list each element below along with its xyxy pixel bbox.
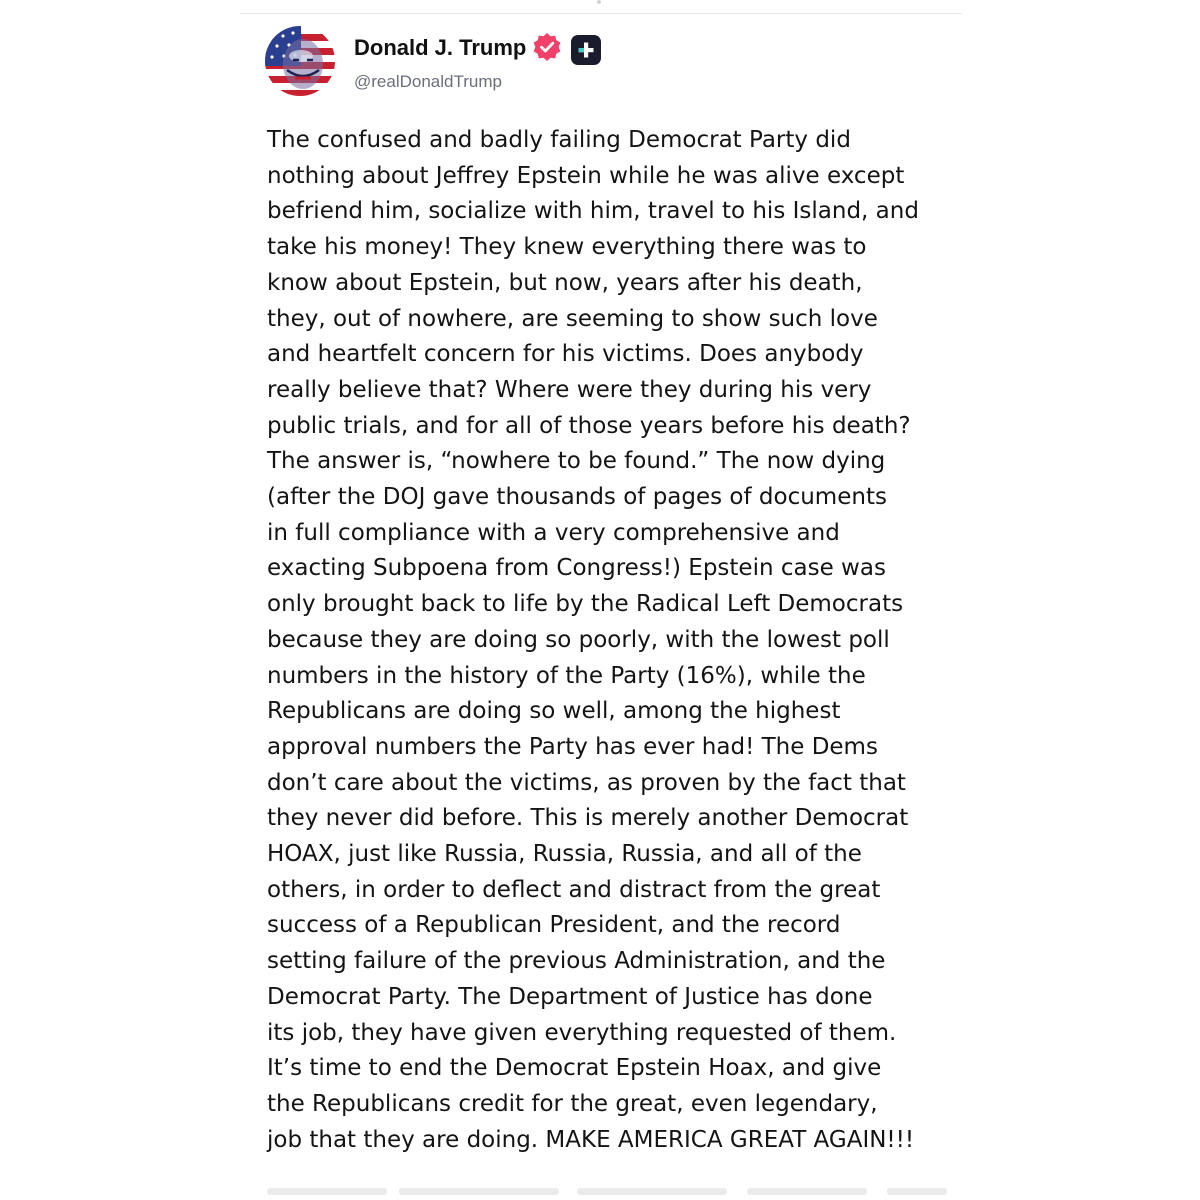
- post-text-line: the Republicans credit for the great, even legendary,: [267, 1090, 878, 1117]
- post-text-line: numbers in the history of the Party (16%), while the: [267, 662, 866, 689]
- post-text-line: nothing about Jeffrey Epstein while he was alive except: [267, 162, 905, 189]
- post-text-line: only brought back to life by the Radical Left Democrats: [267, 591, 904, 618]
- truth-plus-icon: [571, 35, 601, 65]
- user-handle[interactable]: @realDonaldTrump: [354, 72, 502, 91]
- post-text-line: The confused and badly failing Democrat Party did: [267, 127, 851, 153]
- post-text-line: public trials, and for all of those years before his death?: [267, 412, 911, 439]
- post-text-line: they, out of nowhere, are seeming to show such love: [267, 305, 878, 332]
- top-edge-mark: [597, 0, 601, 4]
- post-text-line: befriend him, socialize with him, travel to his Island, and: [267, 198, 919, 225]
- post-text-line: setting failure of the previous Administration, and the: [267, 948, 886, 975]
- post-text-line: don’t care about the victims, as proven by the fact that: [267, 769, 906, 796]
- post-text-line: The answer is, “nowhere to be found.” The now dying: [267, 448, 886, 475]
- post-text-line: they never did before. This is merely another Democrat: [267, 805, 909, 832]
- post-body: [267, 123, 947, 1158]
- post-text-line: Republicans are doing so well, among the highest: [267, 698, 841, 725]
- post-text-line: because they are doing so poorly, with the lowest poll: [267, 626, 890, 653]
- post-text-line: success of a Republican President, and the record: [267, 912, 841, 939]
- post-text-line: in full compliance with a very comprehensive and: [267, 519, 840, 546]
- post-text-line: and heartfelt concern for his victims. Does anybody: [267, 341, 864, 368]
- post-text-line: Democrat Party. The Department of Justice has done: [267, 983, 873, 1010]
- cropped-next-line: [267, 1188, 957, 1200]
- post-text-line: approval numbers the Party has ever had! The Dems: [267, 733, 878, 760]
- post-text-line: It’s time to end the Democrat Epstein Hoax, and give: [267, 1055, 882, 1082]
- verified-badge-icon: [532, 32, 562, 62]
- post-text-line: job that they are doing. MAKE AMERICA GREAT AGAIN!!!: [267, 1126, 915, 1153]
- post-text-line: exacting Subpoena from Congress!) Epstein case was: [267, 555, 886, 582]
- top-divider: [240, 13, 962, 14]
- display-name[interactable]: Donald J. Trump: [354, 35, 527, 60]
- post-text-line: take his money! They knew everything there was to: [267, 234, 867, 261]
- flag-portrait-avatar-icon[interactable]: [265, 26, 335, 96]
- post-text-line: others, in order to deflect and distract from the great: [267, 876, 881, 903]
- post-text-line: really believe that? Where were they during his very: [267, 376, 872, 403]
- post-text-line: (after the DOJ gave thousands of pages of documents: [267, 484, 887, 511]
- post-text-line: HOAX, just like Russia, Russia, Russia, and all of the: [267, 841, 862, 868]
- post-text-line: its job, they have given everything requested of them.: [267, 1019, 897, 1046]
- post-text-line: know about Epstein, but now, years after his death,: [267, 269, 863, 296]
